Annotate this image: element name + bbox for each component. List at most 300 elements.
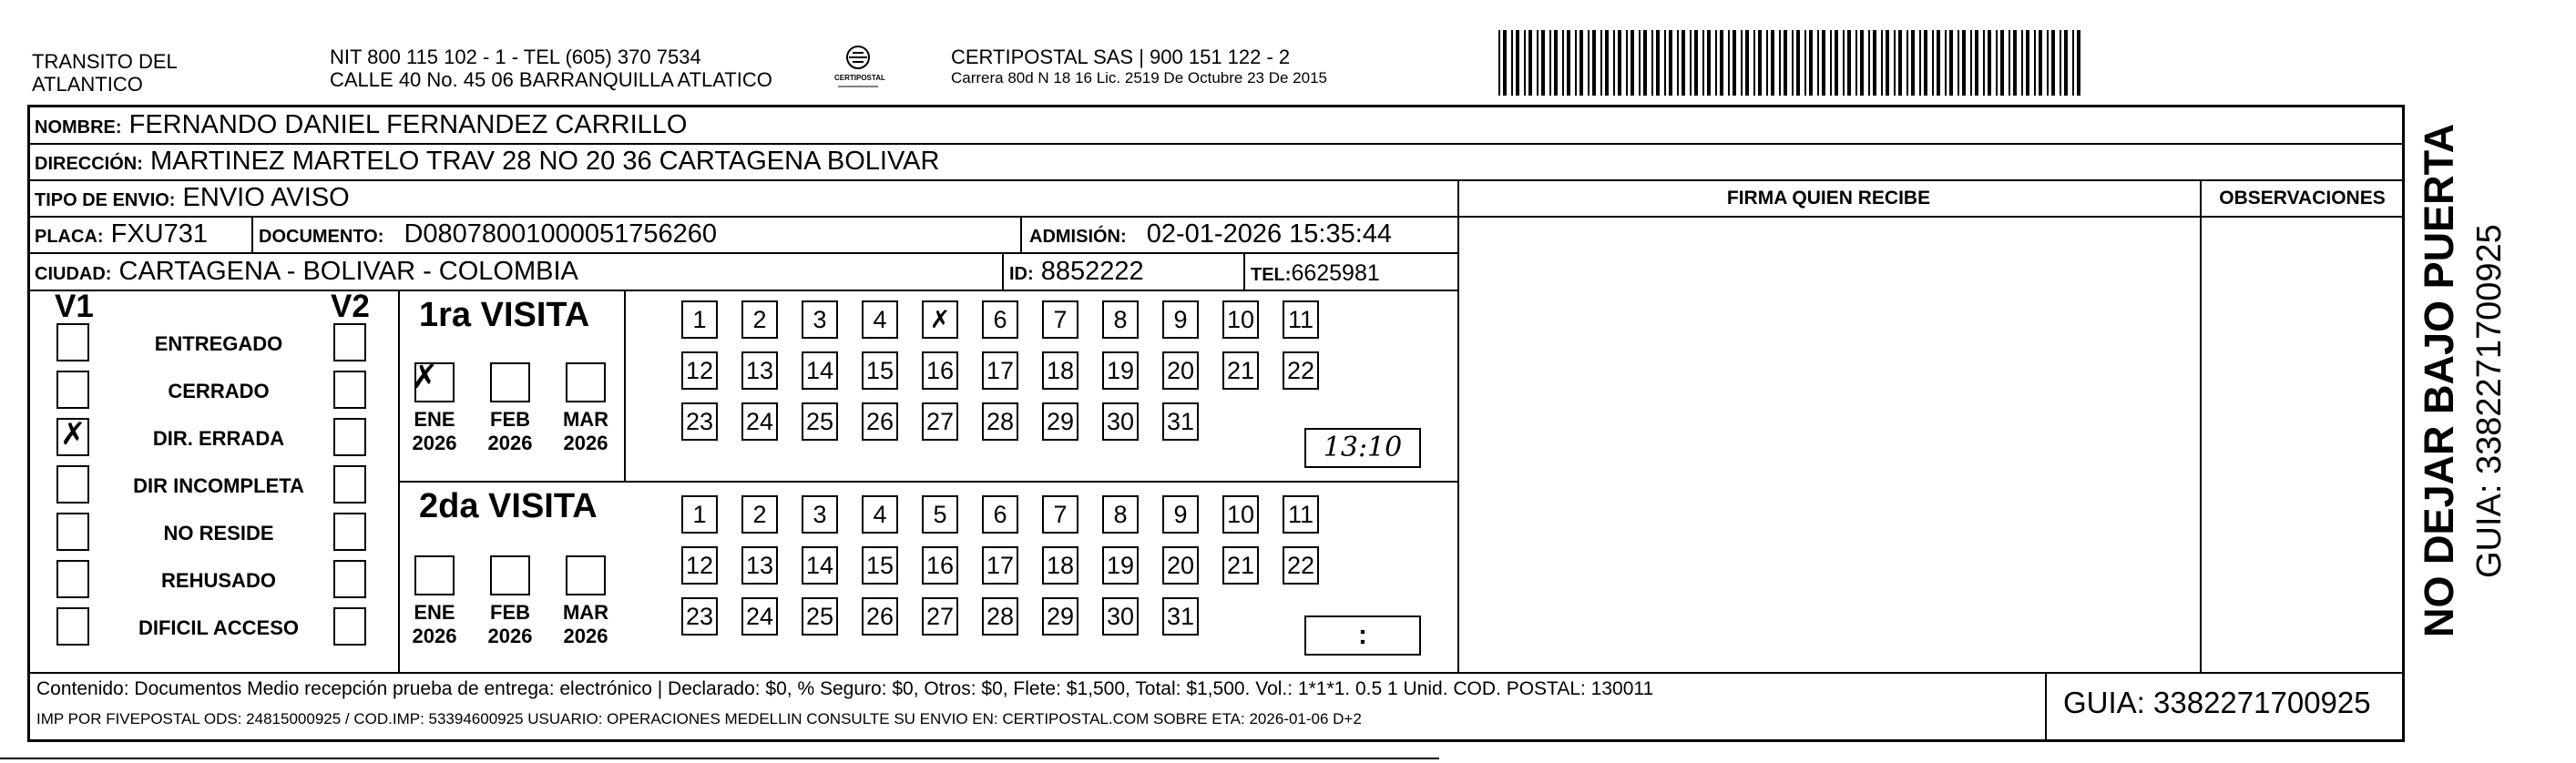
day-number: 29: [1046, 603, 1075, 630]
month-year: 2026: [412, 432, 457, 454]
direccion-row: [35, 146, 939, 179]
nombre-value: FERNANDO DANIEL FERNANDEZ CARRILLO: [128, 110, 688, 139]
month-year: 2026: [412, 625, 457, 647]
visit1-title: 1ra VISITA: [419, 296, 590, 334]
day-box[interactable]: [1102, 351, 1139, 390]
v2-checkbox[interactable]: [333, 418, 366, 456]
visit1-time[interactable]: 13:10: [1304, 428, 1421, 468]
barcode-bar: [1562, 30, 1564, 96]
v2-checkbox[interactable]: [333, 560, 366, 598]
logo-icon: [831, 41, 885, 97]
day-number: 31: [1166, 408, 1195, 435]
day-number: 30: [1106, 603, 1135, 630]
day-number: 2: [752, 501, 767, 528]
admision-value: 02-01-2026 15:35:44: [1146, 219, 1393, 249]
barcode-bar: [1758, 30, 1762, 96]
day-number: 15: [865, 552, 894, 579]
status-label: DIR INCOMPLETA: [133, 474, 304, 497]
day-number: 16: [925, 552, 955, 579]
day-box[interactable]: [1102, 402, 1139, 441]
license-line: Carrera 80d N 18 16 Lic. 2519 De Octubre 23 De 2015: [951, 69, 1327, 86]
day-number: 8: [1113, 501, 1128, 528]
barcode-bar: [2060, 30, 2061, 96]
barcode-bar: [1528, 30, 1532, 96]
barcode-bar: [1511, 30, 1513, 96]
org-contact: [330, 46, 772, 91]
day-box[interactable]: [1222, 546, 1259, 585]
ciudad-cell: [35, 256, 578, 290]
id-value: 8852222: [1040, 257, 1144, 286]
barcode-bar: [1868, 30, 1870, 96]
barcode-bar: [1970, 30, 1972, 96]
day-box[interactable]: [741, 351, 778, 390]
barcode-bar: [1753, 30, 1755, 96]
v2-checkbox[interactable]: [333, 513, 366, 551]
direccion-value: MARTINEZ MARTELO TRAV 28 NO 20 36 CARTAGENA BOLIVAR: [149, 147, 940, 176]
v1-header: V1: [55, 289, 94, 324]
day-number: 12: [685, 552, 714, 579]
status-label: REHUSADO: [161, 569, 276, 592]
barcode-bar: [1554, 30, 1558, 96]
day-number: 1: [692, 306, 707, 333]
status-label: ENTREGADO: [154, 332, 283, 355]
carrier-info: [951, 46, 1327, 88]
imp-line: IMP POR FIVEPOSTAL ODS: 24815000925 / COD.IMP: 53394600925 USUARIO: OPERACIONES MEDELLIN CONSULTE SU ENVIO EN: CERTIPOSTAL.COM SOBRE ETA: 2026-01-06 D+2: [36, 710, 1362, 727]
barcode-bar: [2064, 30, 2068, 96]
day-number: 22: [1286, 357, 1315, 384]
barcode-bar: [1677, 30, 1679, 96]
day-mark: ✗: [929, 306, 951, 333]
month-label: FEB: [490, 408, 530, 431]
day-box[interactable]: [681, 300, 718, 339]
day-number: 14: [805, 552, 834, 579]
v1-checkbox[interactable]: [56, 465, 89, 504]
day-box[interactable]: [862, 402, 898, 441]
barcode-bar: [1707, 30, 1711, 96]
barcode-bar: [2026, 30, 2029, 96]
day-number: 23: [685, 408, 714, 435]
barcode-bar: [2000, 30, 2004, 96]
day-number: 3: [813, 501, 827, 528]
day-number: 6: [993, 306, 1007, 333]
day-number: 19: [1106, 552, 1135, 579]
day-box[interactable]: [862, 300, 898, 339]
day-box[interactable]: [1222, 300, 1259, 339]
day-box[interactable]: [802, 495, 838, 534]
barcode-bar: [1919, 30, 1921, 96]
barcode-bar: [1639, 30, 1641, 96]
day-box[interactable]: [1162, 402, 1199, 441]
barcode-bar: [1745, 30, 1749, 96]
day-box[interactable]: [741, 402, 778, 441]
v2-checkbox[interactable]: [333, 465, 366, 504]
barcode-bar: [1881, 30, 1883, 96]
month-label: MAR: [562, 408, 609, 431]
day-number: 29: [1046, 408, 1075, 435]
no-dejar-label: NO DEJAR BAJO PUERTA: [2416, 123, 2462, 637]
barcode-bar: [1835, 30, 1838, 96]
day-box[interactable]: [862, 597, 898, 636]
day-box[interactable]: [1283, 546, 1319, 585]
day-box[interactable]: [681, 597, 718, 636]
firma-header: FIRMA QUIEN RECIBE: [1726, 188, 1931, 209]
day-box[interactable]: [1162, 546, 1199, 585]
day-number: 15: [865, 357, 894, 384]
barcode-bar: [1626, 30, 1628, 96]
v1-checkbox[interactable]: [56, 418, 89, 456]
month-checkbox[interactable]: [566, 555, 606, 595]
status-label: DIFICIL ACCESO: [138, 616, 299, 639]
observaciones-header: OBSERVACIONES: [2219, 188, 2386, 209]
barcode-bar: [1822, 30, 1825, 96]
status-label: DIR. ERRADA: [152, 427, 285, 450]
day-number: 26: [865, 603, 894, 630]
day-number: 24: [745, 603, 774, 630]
tipo-value: ENVIO AVISO: [182, 183, 350, 212]
day-box[interactable]: [1222, 351, 1259, 390]
barcode-bar: [1579, 30, 1583, 96]
day-box[interactable]: [802, 402, 838, 441]
day-number: 10: [1226, 306, 1255, 333]
barcode-bar: [1613, 30, 1615, 96]
day-box[interactable]: [862, 546, 898, 585]
day-box[interactable]: [1283, 495, 1319, 534]
barcode-bar: [1524, 30, 1526, 96]
day-number: 11: [1287, 306, 1314, 333]
barcode-bar: [1771, 30, 1774, 96]
documento-cell: [259, 219, 717, 252]
logo-caption: CERTIPOSTAL: [834, 74, 885, 82]
barcode-bar: [1728, 30, 1730, 96]
barcode-bar: [1906, 30, 1908, 96]
barcode-graphic: [1498, 30, 2086, 96]
barcode-bar: [1911, 30, 1915, 96]
day-number: 7: [1053, 306, 1068, 333]
day-number: 28: [986, 603, 1015, 630]
barcode-bar: [1937, 30, 1940, 96]
barcode-bar: [2021, 30, 2023, 96]
barcode-bar: [1702, 30, 1704, 96]
day-box[interactable]: [1042, 300, 1078, 339]
barcode-bar: [1682, 30, 1685, 96]
month-checkbox[interactable]: [414, 555, 455, 595]
month-label: FEB: [490, 601, 530, 624]
day-box[interactable]: [741, 597, 778, 636]
day-box[interactable]: [862, 351, 898, 390]
barcode-bar: [1715, 30, 1717, 96]
contenido-line: Contenido: Documentos Medio recepción prueba de entrega: electrónico | Declarado: $0, % Seguro: $0, Otros: $0, Flete: $1,500, Total: $1,500. Vol.: 1*1*1. 0.5 1 Unid. COD. POSTAL: 130011: [36, 678, 1654, 699]
barcode-bar: [1784, 30, 1787, 96]
barcode-bar: [1733, 30, 1736, 96]
day-box[interactable]: [1042, 402, 1078, 441]
day-number: 19: [1106, 357, 1135, 384]
carrier-line: CERTIPOSTAL SAS | 900 151 122 - 2: [951, 46, 1291, 68]
day-box[interactable]: [1102, 546, 1139, 585]
day-box[interactable]: [1283, 351, 1319, 390]
month-year: 2026: [487, 625, 533, 647]
barcode-bar: [1498, 30, 1500, 96]
day-number: 27: [925, 603, 955, 630]
day-number: 30: [1106, 408, 1135, 435]
day-number: 20: [1166, 357, 1195, 384]
month-checkbox[interactable]: [490, 555, 530, 595]
org-name: [32, 50, 178, 96]
v1-checkbox[interactable]: [56, 513, 89, 551]
month-year: 2026: [487, 432, 533, 454]
admision-cell: [1029, 219, 1392, 252]
barcode-bar: [1690, 30, 1692, 96]
day-number: 18: [1046, 552, 1075, 579]
day-box[interactable]: [1162, 351, 1199, 390]
day-box[interactable]: [922, 495, 958, 534]
day-box[interactable]: [862, 495, 898, 534]
barcode-bar: [1830, 30, 1832, 96]
barcode-bar: [1592, 30, 1596, 96]
barcode-bar: [1847, 30, 1851, 96]
v1-checkbox[interactable]: [56, 607, 89, 646]
address-line: CALLE 40 No. 45 06 BARRANQUILLA ATLATICO: [330, 68, 772, 91]
day-number: 25: [805, 603, 834, 630]
day-box[interactable]: [681, 351, 718, 390]
day-number: 31: [1166, 603, 1195, 630]
nit-line: NIT 800 115 102 - 1 - TEL (605) 370 7534: [330, 46, 701, 68]
day-box[interactable]: [1222, 495, 1259, 534]
documento-label: DOCUMENTO:: [259, 227, 384, 247]
day-box[interactable]: [982, 495, 1018, 534]
day-number: 9: [1173, 501, 1188, 528]
admision-label: ADMISIÓN:: [1029, 227, 1127, 247]
barcode-bar: [1860, 30, 1864, 96]
barcode-bar: [1567, 30, 1570, 96]
day-box[interactable]: [1042, 546, 1078, 585]
barcode-bar: [1605, 30, 1609, 96]
day-number: 2: [752, 306, 767, 333]
barcode-bar: [1796, 30, 1800, 96]
ciudad-value: CARTAGENA - BOLIVAR - COLOMBIA: [118, 257, 578, 286]
tel-value: 6625981: [1291, 260, 1380, 286]
side-guia: GUIA: 3382271700925: [2470, 224, 2509, 578]
day-number: 23: [685, 603, 714, 630]
day-number: 12: [685, 357, 714, 384]
day-box[interactable]: [922, 546, 958, 585]
barcode-bar: [2072, 30, 2074, 96]
barcode-bar: [1630, 30, 1634, 96]
barcode-bar: [1817, 30, 1819, 96]
day-number: 8: [1113, 306, 1128, 333]
guia-box: GUIA: 3382271700925: [2063, 686, 2371, 719]
barcode-bar: [1779, 30, 1781, 96]
day-number: 16: [925, 357, 955, 384]
month-year: 2026: [563, 625, 608, 647]
day-box[interactable]: [1102, 300, 1139, 339]
day-number: 20: [1166, 552, 1195, 579]
barcode-bar: [1537, 30, 1538, 96]
placa-label: PLACA:: [35, 227, 104, 247]
day-box[interactable]: [1042, 597, 1078, 636]
visit2-title: 2da VISITA: [419, 487, 598, 525]
v1-checkbox[interactable]: [56, 323, 89, 361]
barcode-bar: [1575, 30, 1577, 96]
placa-value: FXU731: [110, 219, 208, 249]
day-box[interactable]: [982, 300, 1018, 339]
barcode-bar: [1720, 30, 1723, 96]
day-number: 1: [692, 501, 707, 528]
month-checkbox[interactable]: [411, 359, 455, 402]
barcode-bar: [1516, 30, 1519, 96]
barcode-bar: [1996, 30, 1998, 96]
day-box[interactable]: [922, 402, 958, 441]
barcode-bar: [1983, 30, 1985, 96]
day-number: 22: [1286, 552, 1315, 579]
certipostal-logo: [831, 41, 885, 97]
month-year: 2026: [563, 432, 608, 454]
documento-value: D08078001000051756260: [404, 219, 717, 249]
barcode-bar: [1898, 30, 1902, 96]
day-box[interactable]: [1162, 300, 1199, 339]
day-box[interactable]: [1102, 495, 1139, 534]
day-number: 25: [805, 408, 834, 435]
barcode-bar: [1975, 30, 1978, 96]
day-box[interactable]: [1162, 495, 1199, 534]
day-number: 21: [1226, 357, 1255, 384]
v2-header: V2: [331, 289, 370, 324]
day-box[interactable]: [982, 351, 1018, 390]
barcode-bar: [1643, 30, 1647, 96]
barcode-bar: [1945, 30, 1947, 96]
day-number: 9: [1173, 306, 1188, 333]
month-checkbox[interactable]: [490, 362, 530, 402]
v2-checkbox[interactable]: [333, 607, 366, 646]
day-number: 28: [986, 408, 1015, 435]
barcode-bar: [1843, 30, 1845, 96]
day-number: 21: [1226, 552, 1255, 579]
day-number: 4: [873, 501, 887, 528]
day-number: 10: [1226, 501, 1255, 528]
day-box[interactable]: [922, 351, 958, 390]
v2-checkbox[interactable]: [333, 371, 366, 409]
day-number: 26: [865, 408, 894, 435]
day-number: 13: [745, 552, 774, 579]
tipo-label: TIPO DE ENVIO:: [35, 190, 176, 210]
tel-cell: [1251, 258, 1380, 290]
ciudad-label: CIUDAD:: [35, 264, 112, 284]
day-box[interactable]: [982, 597, 1018, 636]
day-box[interactable]: [982, 546, 1018, 585]
day-box[interactable]: [1102, 597, 1139, 636]
barcode-bar: [2009, 30, 2010, 96]
barcode-bar: [1809, 30, 1813, 96]
barcode-bar: [1549, 30, 1551, 96]
barcode-bar: [1894, 30, 1896, 96]
barcode-bar: [1962, 30, 1966, 96]
day-box[interactable]: [741, 300, 778, 339]
day-box[interactable]: [741, 495, 778, 534]
direccion-label: DIRECCIÓN:: [35, 154, 143, 174]
day-number: 5: [933, 501, 947, 528]
barcode-bar: [1886, 30, 1889, 96]
nombre-label: NOMBRE:: [35, 117, 122, 137]
day-number: 17: [986, 357, 1015, 384]
barcode-bar: [1855, 30, 1857, 96]
v1-checkbox[interactable]: [56, 560, 89, 598]
barcode-bar: [2051, 30, 2055, 96]
barcode-bar: [2077, 30, 2080, 96]
barcode-bar: [2039, 30, 2042, 96]
id-cell: [1009, 256, 1144, 290]
tipo-row: [35, 182, 350, 216]
barcode-bar: [1664, 30, 1666, 96]
barcode-bar: [1600, 30, 1602, 96]
barcode-bar: [2034, 30, 2036, 96]
barcode-bar: [1988, 30, 1991, 96]
barcode-bar: [1741, 30, 1743, 96]
day-box[interactable]: [681, 495, 718, 534]
day-box[interactable]: [1162, 597, 1199, 636]
day-number: 3: [813, 306, 827, 333]
v2-checkbox[interactable]: [333, 323, 366, 361]
day-box[interactable]: [1042, 351, 1078, 390]
day-box[interactable]: [681, 546, 718, 585]
day-number: 13: [745, 357, 774, 384]
org-line1: TRANSITO DEL: [32, 50, 178, 73]
barcode-bar: [1924, 30, 1927, 96]
status-label: NO RESIDE: [163, 522, 274, 544]
month-label: MAR: [562, 601, 609, 624]
day-box[interactable]: [802, 300, 838, 339]
day-box[interactable]: [802, 351, 838, 390]
barcode-bar: [1541, 30, 1545, 96]
barcode-bar: [1949, 30, 1953, 96]
barcode-bar: [1656, 30, 1660, 96]
barcode-bar: [1669, 30, 1672, 96]
day-box[interactable]: [922, 597, 958, 636]
day-number: 27: [925, 408, 955, 435]
tel-label: TEL:: [1251, 265, 1292, 285]
barcode-bar: [1651, 30, 1653, 96]
visit2-time[interactable]: :: [1304, 615, 1421, 656]
day-number: 4: [873, 306, 887, 333]
day-box[interactable]: [681, 402, 718, 441]
day-box[interactable]: [1042, 495, 1078, 534]
day-box[interactable]: [741, 546, 778, 585]
barcode-bar: [2013, 30, 2017, 96]
barcode-bar: [2047, 30, 2049, 96]
id-label: ID:: [1009, 264, 1034, 284]
month-label: ENE: [414, 601, 455, 624]
day-box[interactable]: [1283, 300, 1319, 339]
day-number: 24: [745, 408, 774, 435]
day-number: 18: [1046, 357, 1075, 384]
day-box[interactable]: [802, 546, 838, 585]
barcode-bar: [1792, 30, 1794, 96]
barcode: [1498, 30, 2086, 96]
day-number: 14: [805, 357, 834, 384]
day-number: 7: [1053, 501, 1068, 528]
barcode-bar: [1618, 30, 1621, 96]
month-mark: ✗: [411, 359, 439, 396]
day-box[interactable]: [802, 597, 838, 636]
day-number: 6: [993, 501, 1007, 528]
org-line2: ATLANTICO: [32, 73, 143, 96]
month-checkbox[interactable]: [566, 362, 606, 402]
day-number: 17: [986, 552, 1015, 579]
barcode-bar: [1503, 30, 1507, 96]
v1-checkbox[interactable]: [56, 371, 89, 409]
v1-check-mark: ✗: [60, 416, 87, 453]
day-box[interactable]: [982, 402, 1018, 441]
barcode-bar: [1932, 30, 1934, 96]
day-box[interactable]: [922, 300, 958, 339]
